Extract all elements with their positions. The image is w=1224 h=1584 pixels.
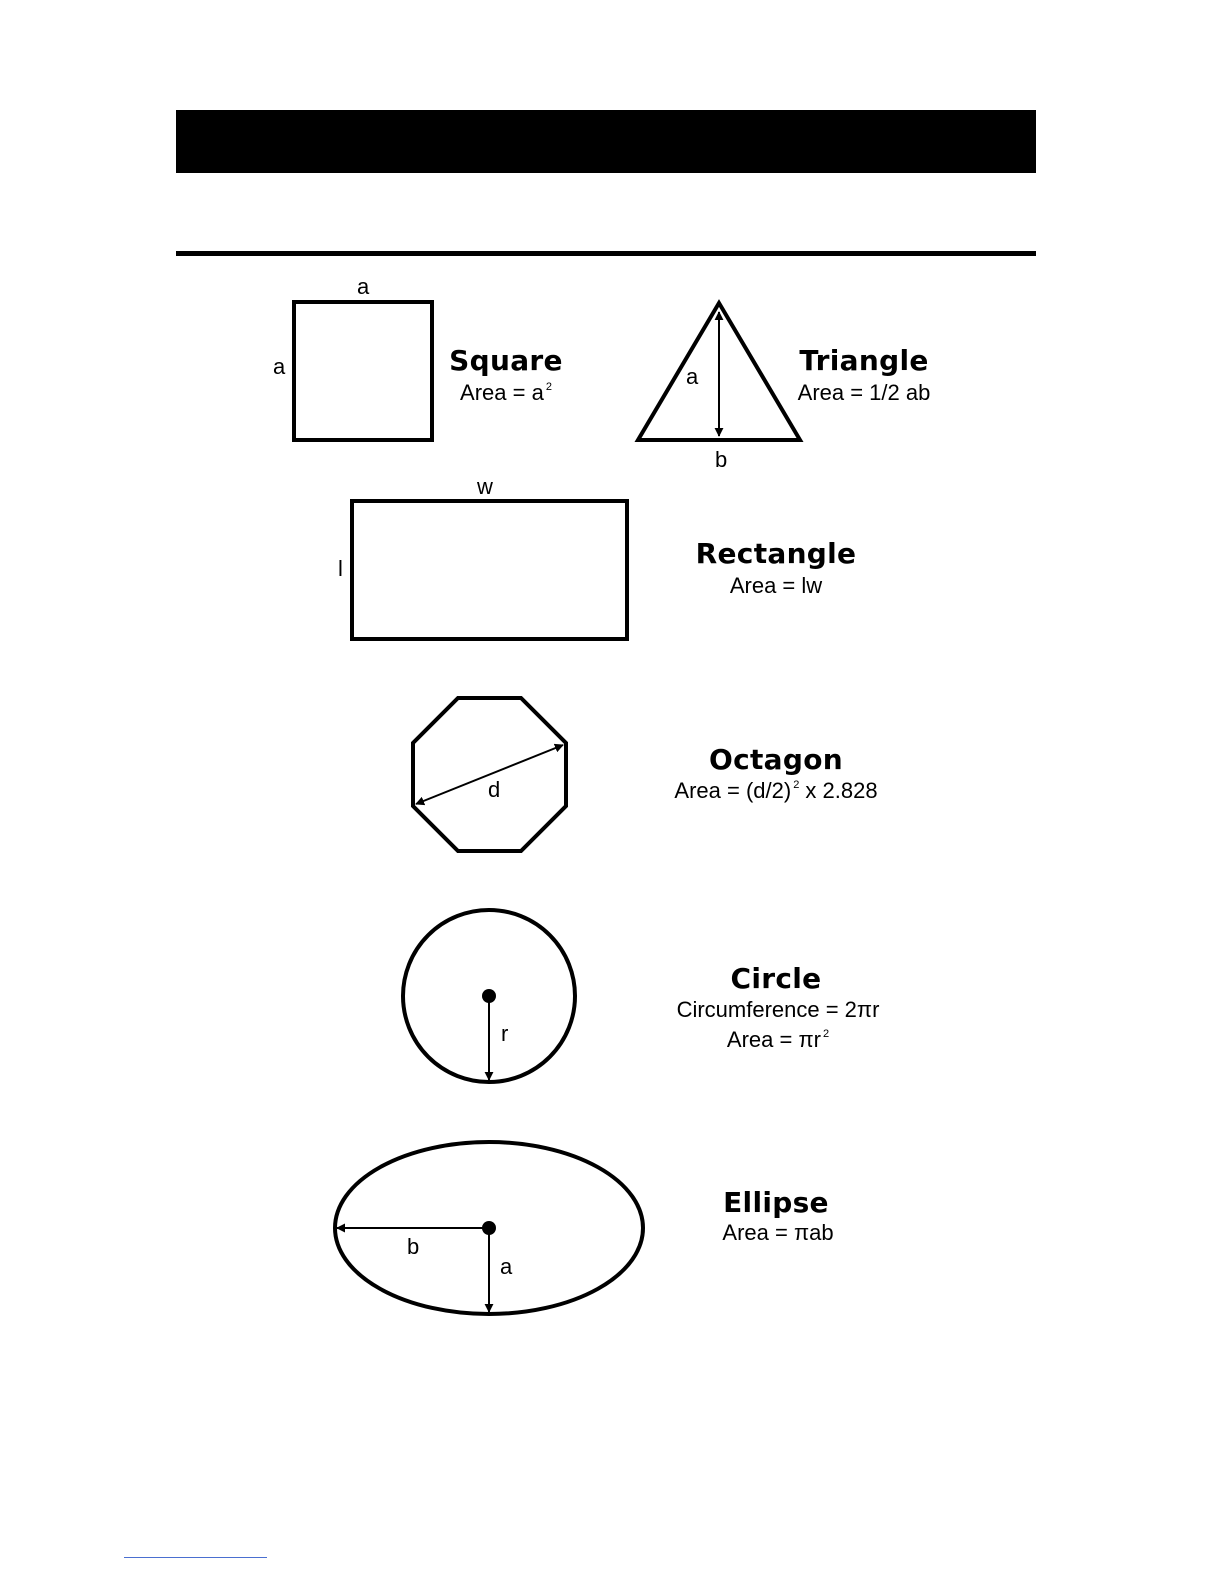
rectangle-title: Rectangle	[695, 537, 857, 570]
circle-area-formula-exponent: 2	[822, 1028, 830, 1040]
triangle-title: Triangle	[799, 344, 929, 377]
ellipse-semi-minor-label: a	[500, 1254, 513, 1279]
rectangle-length-label: l	[338, 556, 343, 581]
footer-link-underline[interactable]	[124, 1557, 267, 1558]
rectangle-width-label: w	[477, 474, 493, 499]
square-top-label: a	[357, 274, 370, 299]
octagon-formula-exponent: 2	[793, 779, 800, 791]
ellipse-formula: Area = πab	[722, 1220, 834, 1245]
square-shape	[294, 302, 432, 440]
circle-radius-label: r	[501, 1021, 509, 1046]
square-formula	[460, 382, 552, 404]
circle-title: Circle	[730, 962, 822, 995]
octagon-title: Octagon	[709, 743, 843, 776]
octagon-formula-text: Area = (d/2)	[674, 778, 792, 803]
circle-area-formula-text: Area = πr	[726, 1027, 821, 1052]
circle-area-formula	[727, 1029, 829, 1051]
ellipse-title: Ellipse	[723, 1186, 829, 1219]
octagon-formula-tail: x 2.828	[799, 778, 878, 803]
triangle-height-label: a	[686, 364, 699, 389]
octagon-diagonal-label: d	[488, 777, 501, 802]
square-title: Square	[449, 344, 563, 377]
triangle-base-label: b	[715, 447, 728, 472]
rectangle-shape	[352, 501, 627, 639]
ellipse-semi-major-label: b	[407, 1234, 420, 1259]
octagon-formula	[674, 780, 877, 802]
square-formula-text: Area = a	[460, 380, 544, 405]
square-formula-exponent: 2	[545, 381, 552, 393]
square-side-label: a	[273, 354, 286, 379]
rectangle-formula: Area = lw	[729, 573, 823, 598]
circle-circumference-formula: Circumference = 2πr	[676, 997, 880, 1022]
triangle-formula: Area = 1/2 ab	[797, 380, 931, 405]
